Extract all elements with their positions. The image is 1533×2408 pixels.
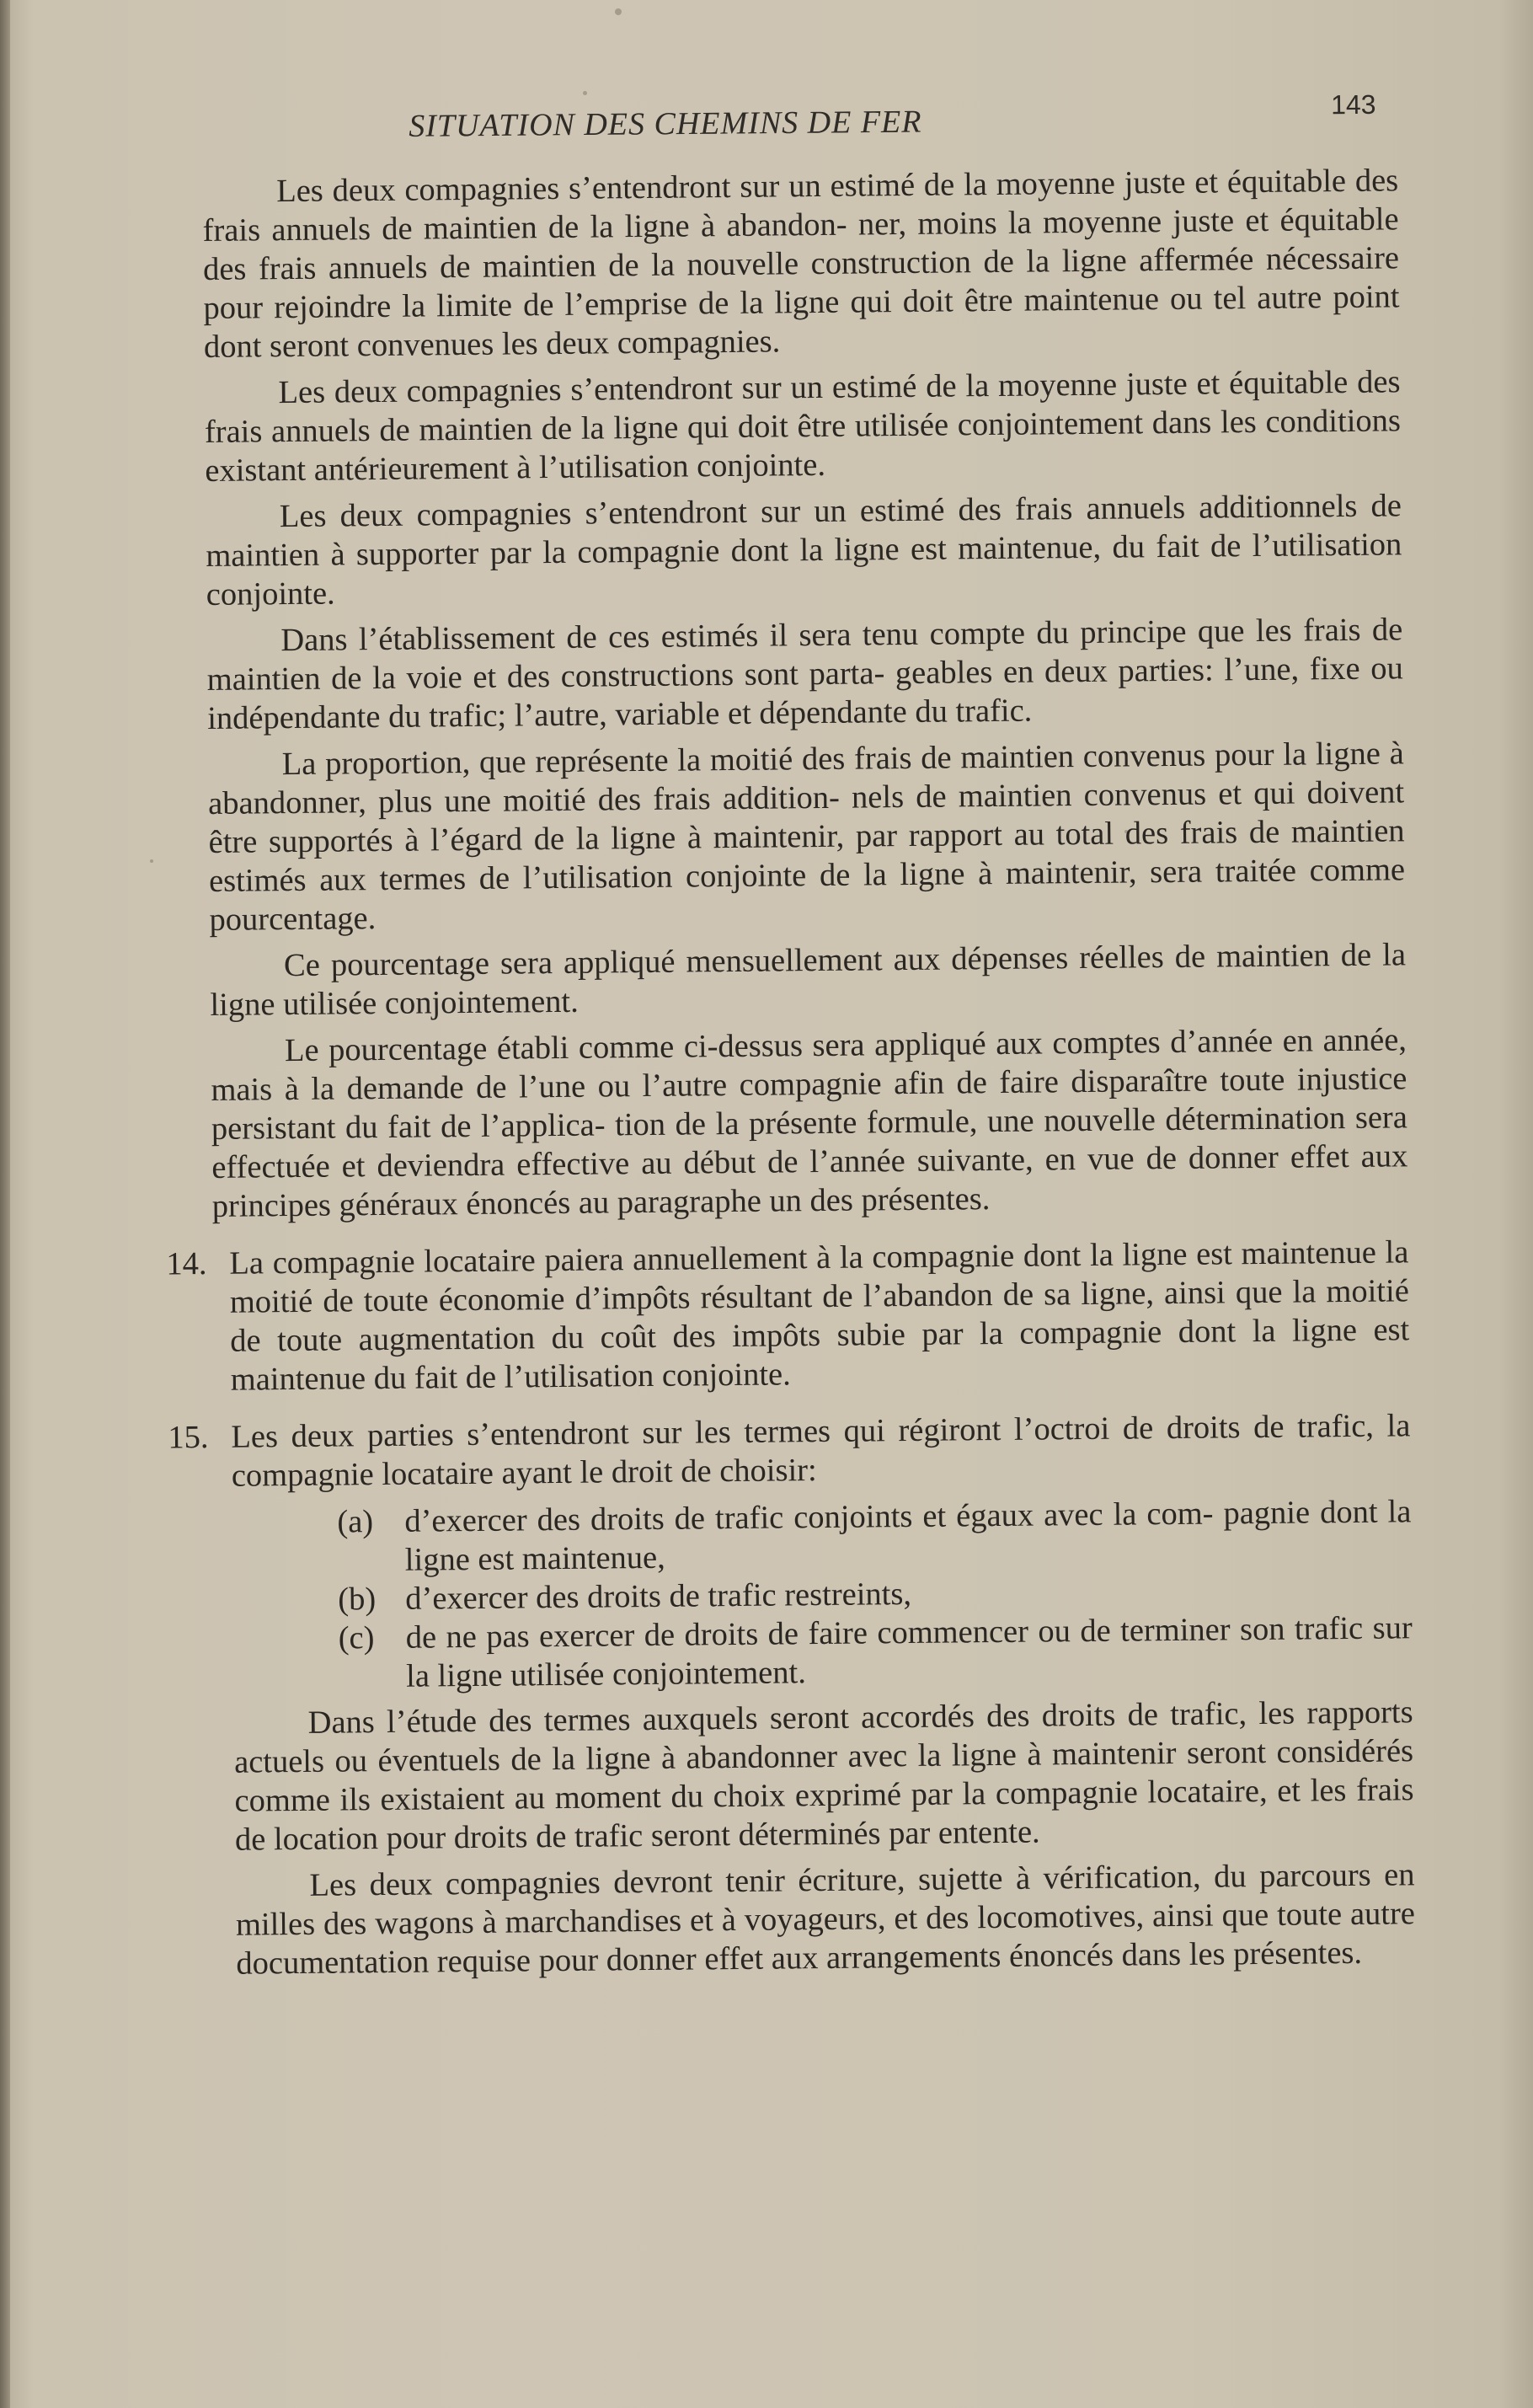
- option-text: d’exercer des droits de trafic conjoints et égaux avec la com- pagnie dont la ligne est maintenue,: [404, 1494, 1412, 1578]
- numbered-item-15: [168, 1406, 1411, 1496]
- paragraph: Le pourcentage établi comme ci-dessus sera appliqué aux comptes d’année en année, mais à la demande de l’une ou l’autre compagnie afin de faire disparaître toute injustice persistant du fait de l’applica- tion de la présente formule, une nouvelle détermination sera effectuée et deviendra effective au début de l’année suivante, en vue de donner effet aux principes généraux énoncés au paragraphe un des présentes.: [211, 1022, 1408, 1224]
- option-label: (b): [338, 1581, 377, 1618]
- body-text: [166, 161, 1416, 1991]
- paragraph: La proportion, que représente la moitié des frais de maintien convenus pour la ligne à abandonner, plus une moitié des frais addition- nels de maintien convenus et qui doivent être supportés à l’égard de la ligne à maintenir, par rapport au total des frais de maintien estimés aux termes de l’utilisation conjointe de la ligne à maintenir, sera traitée comme pourcentage.: [207, 736, 1406, 938]
- running-title: SITUATION DES CHEMINS DE FER: [409, 104, 922, 144]
- paragraph: Les deux compagnies s’entendront sur un estimé des frais annuels additionnels de maintien à supporter par la compagnie dont la ligne est maintenue, du fait de l’utilisation conjointe.: [206, 488, 1402, 613]
- speck-mark: [583, 91, 587, 95]
- numbered-item-14: [166, 1233, 1410, 1399]
- paragraph: Ce pourcentage sera appliqué mensuellement aux dépenses réelles de maintien de la ligne utilisée conjointement.: [210, 937, 1407, 1023]
- page-number: 143: [1330, 88, 1376, 120]
- option-text: d’exercer des droits de trafic restreints,: [405, 1576, 912, 1617]
- option-text: de ne pas exercer de droits de faire commencer ou de terminer son trafic sur la ligne utilisée conjointement.: [405, 1610, 1413, 1694]
- book-spine-shadow: [0, 0, 10, 2408]
- speck-mark: [615, 8, 622, 15]
- speck-mark: [150, 859, 153, 863]
- option-label: (c): [338, 1620, 375, 1656]
- paragraph: Les deux compagnies s’entendront sur un estimé de la moyenne juste et équitable des frais annuels de maintien de la ligne qui doit être utilisée conjointement dans les conditions existant antérieurement à l’utilisation conjointe.: [204, 364, 1402, 489]
- option-list: [215, 1492, 1413, 1698]
- paragraph: Dans l’établissement de ces estimés il sera tenu compte du principe que les frais de maintien de la voie et des constructions sont parta- geables en deux parties: l’une, fixe ou indépendante du trafic; l’autre, variable et dépendante du trafic.: [206, 612, 1403, 736]
- item-number: 15.: [168, 1419, 209, 1456]
- paragraph: Les deux compagnies s’entendront sur un estimé de la moyenne juste et équitable des frais annuels de maintien de la ligne à abandon- ner, moins la moyenne juste et équitable des frais annuels de maintien de la nouvelle construction de la ligne affermée nécessaire pour rejoindre la limite de l’emprise de la ligne qui doit être maintenue ou tel autre point dont seront convenues les deux compagnies.: [202, 163, 1400, 365]
- paragraph: Dans l’étude des termes auxquels seront accordés des droits de trafic, les rapports actuels ou éventuels de la ligne à abandonner avec la ligne à maintenir seront considérés comme ils existaient au moment du choix exprimé par la compagnie locataire, et les frais de location pour droits de trafic seront déterminés par entente.: [233, 1694, 1414, 1858]
- item-number: 14.: [166, 1246, 207, 1282]
- page-header: [202, 89, 1399, 167]
- item-text: La compagnie locataire paiera annuellement à la compagnie dont la ligne est maintenue la moitié de toute économie d’impôts résultant de l’abandon de sa ligne, ainsi que la moitié de toute augmentation du coût des impôts subie par la compagnie dont la ligne est maintenue du fait de l’utilisation conjointe.: [229, 1234, 1410, 1398]
- option-label: (a): [337, 1504, 374, 1540]
- item-text: Les deux parties s’entendront sur les termes qui régiront l’octroi de droits de trafic, la compagnie locataire ayant le droit de choisir:: [231, 1408, 1411, 1494]
- option-item-c: [338, 1608, 1413, 1696]
- paragraph: Les deux compagnies devront tenir écriture, sujette à vérification, du parcours en milles des wagons à marchandises et à voyageurs, et des locomotives, ainsi que toute autre documentation requise pour donner effet aux arrangements énoncés dans les présentes.: [235, 1857, 1416, 1982]
- option-item-a: [337, 1492, 1412, 1580]
